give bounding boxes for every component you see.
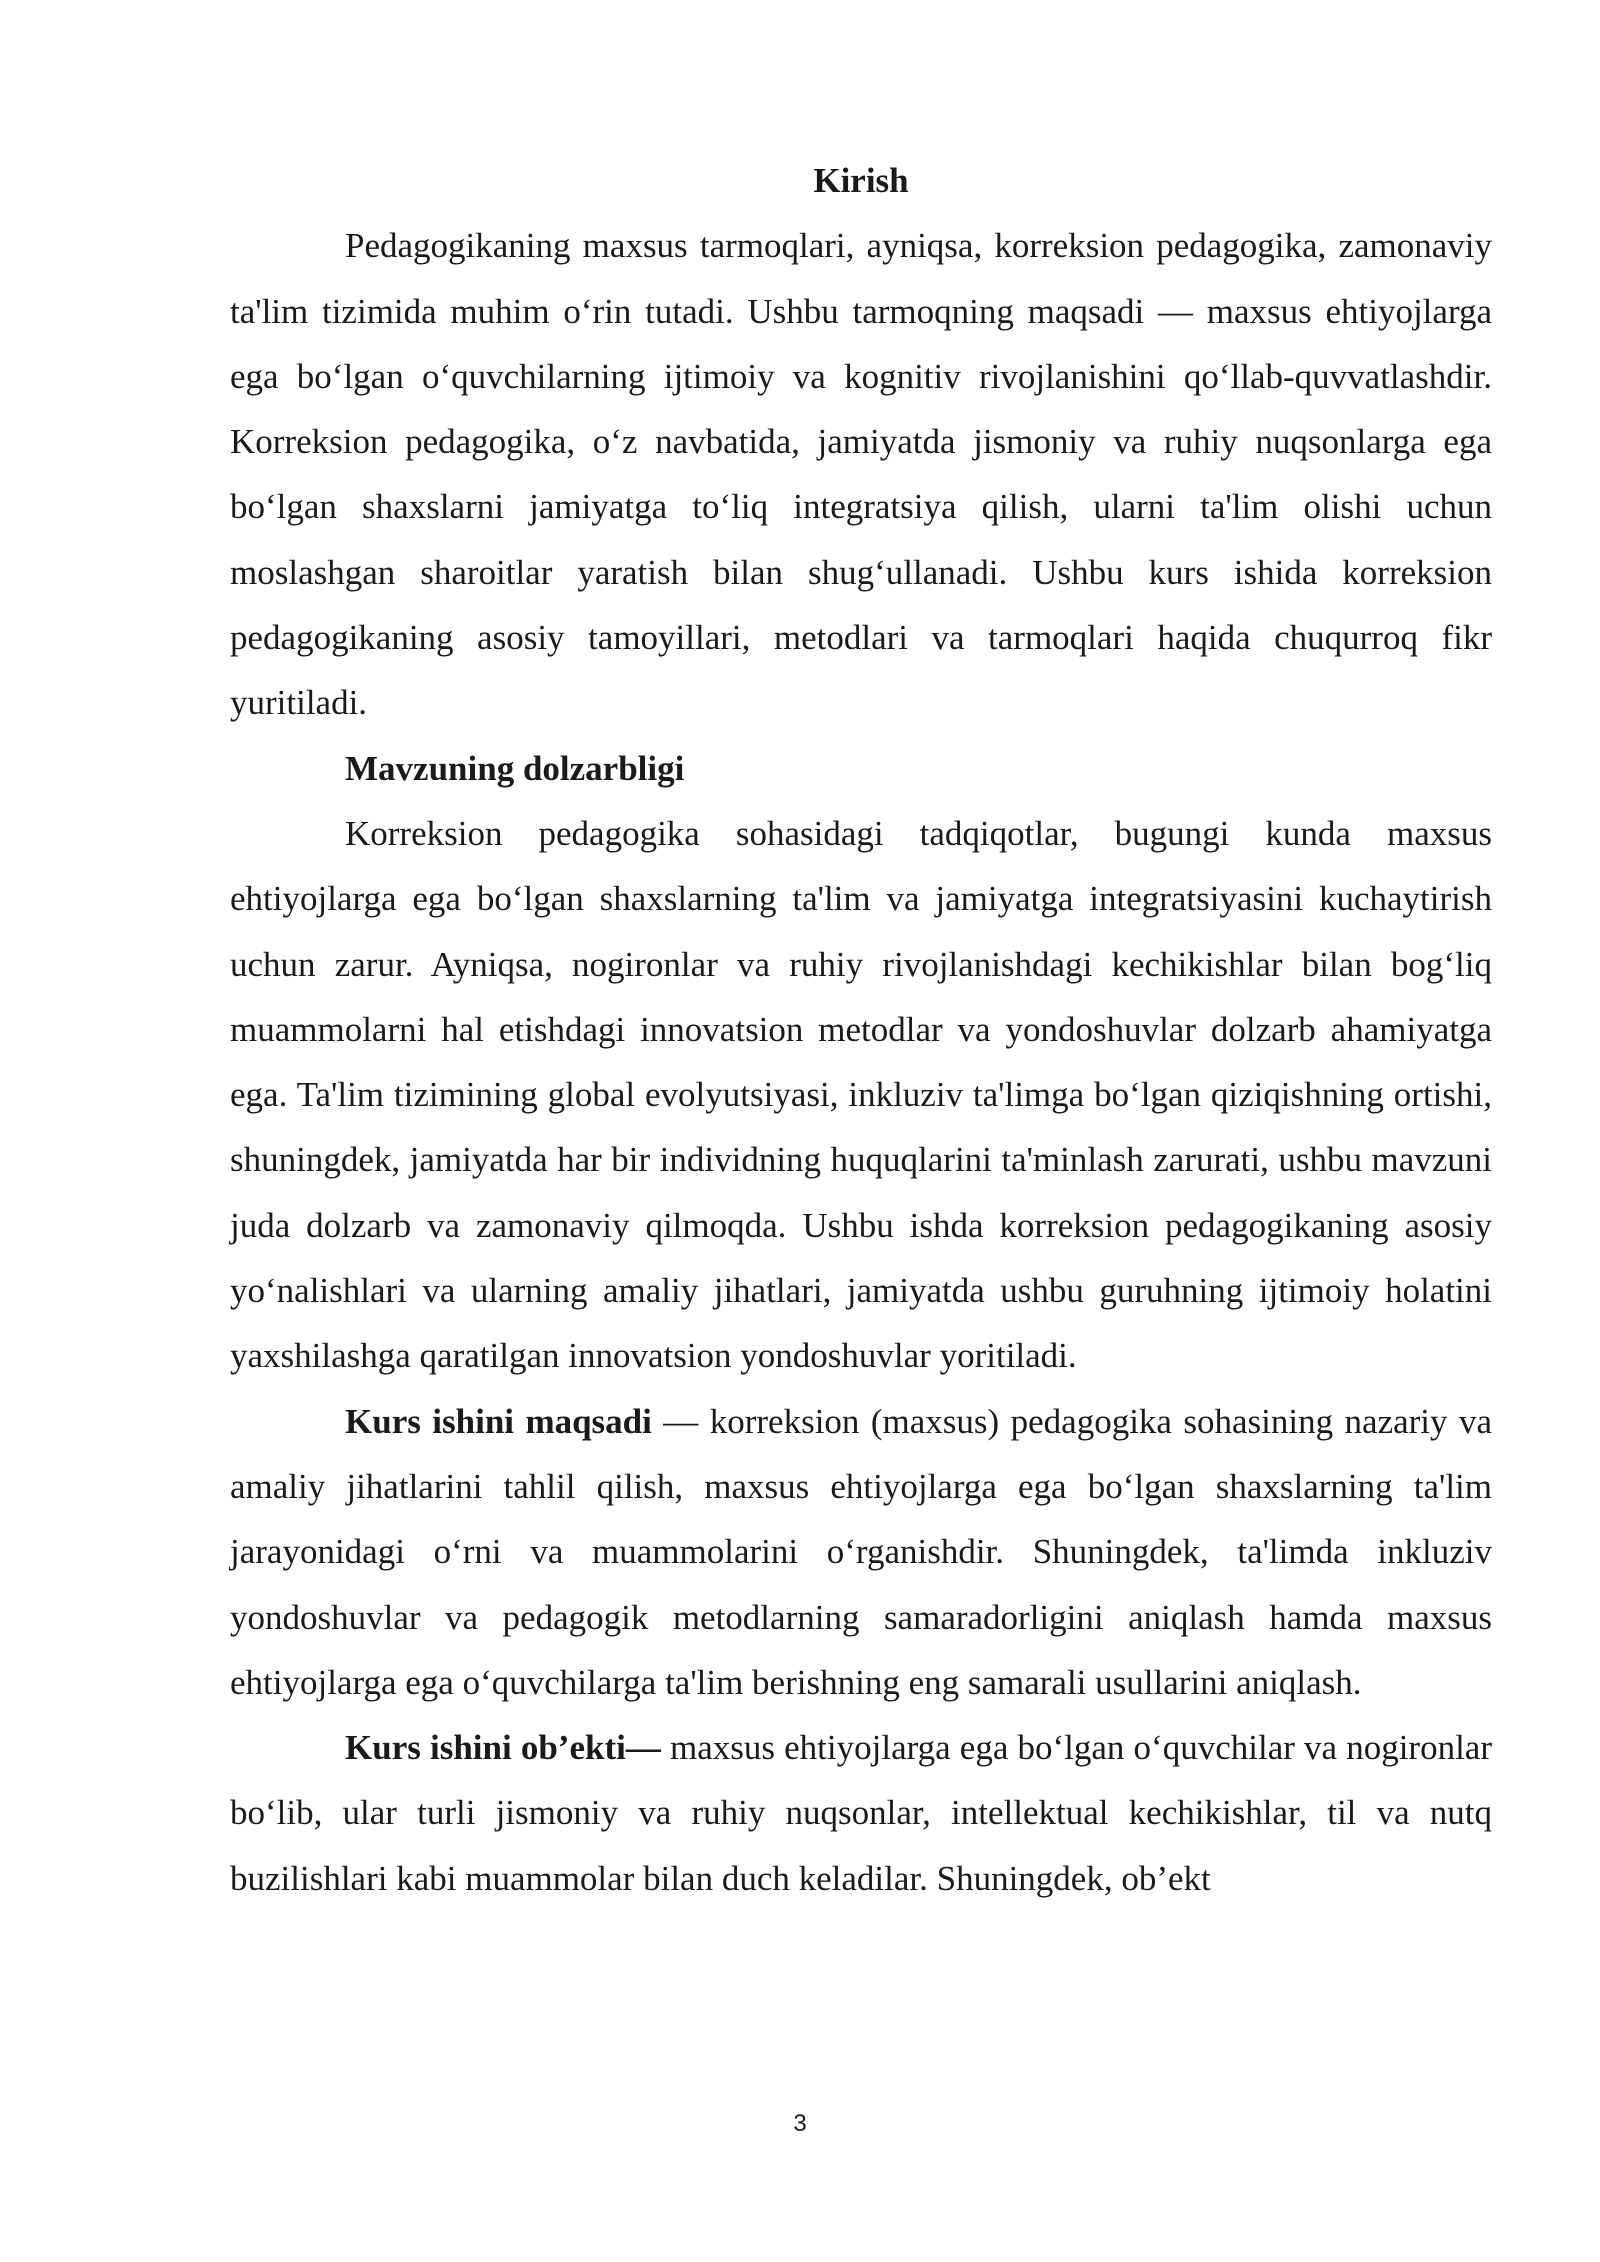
object-paragraph — [230, 1715, 1492, 1911]
goal-text: — korreksion (maxsus) pedagogika sohasining nazariy va amaliy jihatlarini tahlil qilish, maxsus ehtiyojlarga ega bo‘lgan shaxslarning ta'lim jarayonidagi o‘rni va muammolarini o‘rganishdir. Shuningdek, ta'limda inkluziv yondoshuvlar va pedagogik metodlarning samaradorligini aniqlash hamda maxsus ehtiyojlarga ega o‘quvchilarga ta'lim berishning eng samarali usullarini aniqlash. — [230, 1401, 1492, 1702]
relevance-heading: Mavzuning dolzarbligi — [345, 748, 685, 788]
object-text: maxsus ehtiyojlarga ega bo‘lgan o‘quvchilar va nogironlar bo‘lib, ular turli jismoniy va ruhiy nuqsonlar, intellektual kechikishlar, til va nutq buzilishlari kabi muammolar bilan duch keladilar. Shuningdek, ob’ekt — [230, 1728, 1492, 1898]
intro-paragraph: Pedagogikaning maxsus tarmoqlari, ayniqsa, korreksion pedagogika, zamonaviy ta'lim tizimida muhim o‘rin tutadi. Ushbu tarmoqning maqsadi — maxsus ehtiyojlarga ega bo‘lgan o‘quvchilarning ijtimoiy va kognitiv rivojlanishini qo‘llab-quvvatlashdir. Korreksion pedagogika, o‘z navbatida, jamiyatda jismoniy va ruhiy nuqsonlarga ega bo‘lgan shaxslarni jamiyatga to‘liq integratsiya qilish, ularni ta'lim olishi uchun moslashgan sharoitlar yaratish bilan shug‘ullanadi. Ushbu kurs ishida korreksion pedagogikaning asosiy tamoyillari, metodlari va tarmoqlari haqida chuqurroq fikr yuritiladi. — [230, 226, 1492, 723]
page-content — [230, 148, 1492, 1911]
object-label: Kurs ishini ob’ekti— — [345, 1728, 661, 1768]
goal-label: Kurs ishini maqsadi — [345, 1401, 652, 1441]
page-number: 3 — [793, 2110, 807, 2137]
relevance-paragraph: Korreksion pedagogika sohasidagi tadqiqotlar, bugungi kunda maxsus ehtiyojlarga ega bo‘lgan shaxslarning ta'lim va jamiyatga integratsiyasini kuchaytirish uchun zarur. Ayniqsa, nogironlar va ruhiy rivojlanishdagi kechikishlar bilan bog‘liq muammolarni hal etishdagi innovatsion metodlar va yondoshuvlar dolzarb ahamiyatga ega. Ta'lim tizimining global evolyutsiyasi, inkluziv ta'limga bo‘lgan qiziqishning ortishi, shuningdek, jamiyatda har bir individning huquqlarini ta'minlash zarurati, ushbu mavzuni juda dolzarb va zamonaviy qilmoqda. Ushbu ishda korreksion pedagogikaning asosiy yo‘nalishlari va ularning amaliy jihatlari, jamiyatda ushbu guruhning ijtimoiy holatini yaxshilashga qaratilgan innovatsion yondoshuvlar yoritiladi. — [230, 813, 1492, 1376]
section-title: Kirish — [813, 161, 909, 200]
goal-paragraph — [230, 1389, 1492, 1715]
